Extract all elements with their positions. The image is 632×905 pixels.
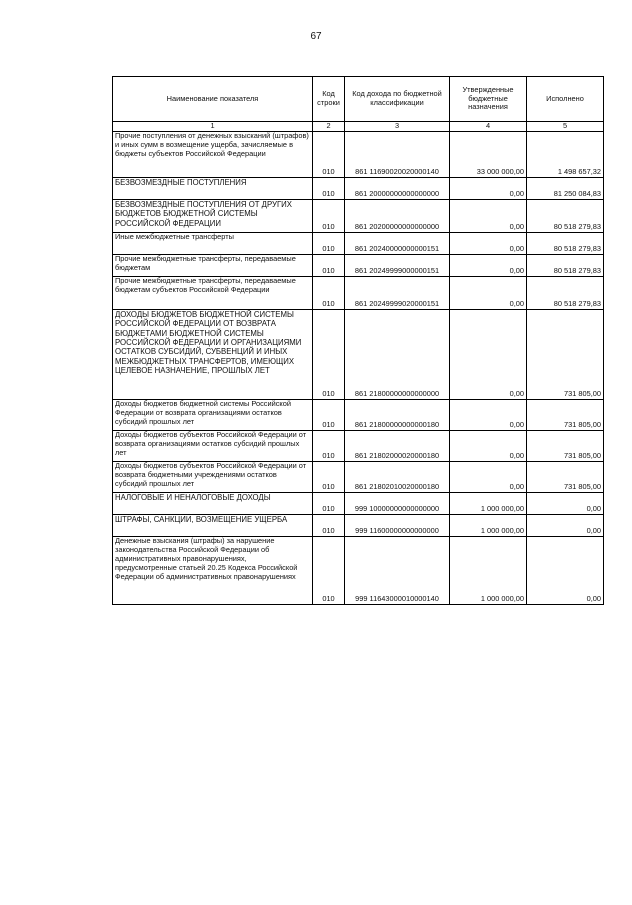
header-done: Исполнено [527,77,604,122]
row-approved: 1 000 000,00 [450,493,527,515]
row-kbk: 861 11690020020000140 [345,132,450,178]
table-row [113,233,604,255]
row-name: БЕЗВОЗМЕЗДНЫЕ ПОСТУПЛЕНИЯ [113,178,313,200]
row-approved: 0,00 [450,200,527,233]
header-row [113,77,604,122]
row-approved: 1 000 000,00 [450,515,527,537]
table-row [113,493,604,515]
row-done: 0,00 [527,515,604,537]
row-approved: 0,00 [450,431,527,462]
row-done: 80 518 279,83 [527,277,604,310]
row-name: ДОХОДЫ БЮДЖЕТОВ БЮДЖЕТНОЙ СИСТЕМЫ РОССИЙСКОЙ ФЕДЕРАЦИИ ОТ ВОЗВРАТА БЮДЖЕТАМИ БЮДЖЕТНОЙ СИСТЕМЫ РОССИЙСКОЙ ФЕДЕРАЦИИ И ОРГАНИЗАЦИЯМИ ОСТАТКОВ СУБСИДИЙ, СУБВЕНЦИЙ И ИНЫХ МЕЖБЮДЖЕТНЫХ ТРАНСФЕРТОВ, ИМЕЮЩИХ ЦЕЛЕВОЕ НАЗНАЧЕНИЕ, ПРОШЛЫХ ЛЕТ [113,310,313,400]
table-row [113,255,604,277]
row-kbk: 861 21800000000000000 [345,310,450,400]
row-code: 010 [313,277,345,310]
row-done: 731 805,00 [527,431,604,462]
row-approved: 0,00 [450,310,527,400]
row-kbk: 861 21800000000000180 [345,400,450,431]
row-kbk: 999 11600000000000000 [345,515,450,537]
row-code: 010 [313,310,345,400]
table-row [113,462,604,493]
row-done: 0,00 [527,537,604,605]
header-name: Наименование показателя [113,77,313,122]
row-done: 81 250 084,83 [527,178,604,200]
row-code: 010 [313,515,345,537]
row-kbk: 861 20200000000000000 [345,200,450,233]
table-row [113,431,604,462]
row-approved: 33 000 000,00 [450,132,527,178]
row-name: НАЛОГОВЫЕ И НЕНАЛОГОВЫЕ ДОХОДЫ [113,493,313,515]
row-approved: 0,00 [450,400,527,431]
row-code: 010 [313,200,345,233]
row-code: 010 [313,233,345,255]
row-approved: 0,00 [450,233,527,255]
row-approved: 0,00 [450,277,527,310]
header-code: Код строки [313,77,345,122]
row-approved: 0,00 [450,178,527,200]
row-done: 80 518 279,83 [527,200,604,233]
row-approved: 0,00 [450,462,527,493]
row-name: ШТРАФЫ, САНКЦИИ, ВОЗМЕЩЕНИЕ УЩЕРБА [113,515,313,537]
table-row [113,515,604,537]
row-name: Денежные взыскания (штрафы) за нарушение законодательства Российской Федерации об административных правонарушениях, предусмотренные статьей 20.25 Кодекса Российской Федерации об административных правонарушениях [113,537,313,605]
column-number: 3 [345,122,450,132]
row-kbk: 861 21802010020000180 [345,462,450,493]
table-row [113,537,604,605]
row-approved: 1 000 000,00 [450,537,527,605]
row-done: 1 498 657,32 [527,132,604,178]
row-kbk: 861 20249999020000151 [345,277,450,310]
header-approved: Утвержденные бюджетные назначения [450,77,527,122]
table-row [113,132,604,178]
table-row [113,310,604,400]
row-name: Доходы бюджетов бюджетной системы Российской Федерации от возврата организациями остатков субсидий прошлых лет [113,400,313,431]
row-name: Доходы бюджетов субъектов Российской Федерации от возврата организациями остатков субсидий прошлых лет [113,431,313,462]
table-row [113,277,604,310]
row-code: 010 [313,132,345,178]
column-number: 5 [527,122,604,132]
row-done: 731 805,00 [527,400,604,431]
row-code: 010 [313,462,345,493]
row-kbk: 861 20000000000000000 [345,178,450,200]
row-done: 0,00 [527,493,604,515]
row-name: БЕЗВОЗМЕЗДНЫЕ ПОСТУПЛЕНИЯ ОТ ДРУГИХ БЮДЖЕТОВ БЮДЖЕТНОЙ СИСТЕМЫ РОССИЙСКОЙ ФЕДЕРАЦИИ [113,200,313,233]
row-name: Прочие межбюджетные трансферты, передаваемые бюджетам субъектов Российской Федерации [113,277,313,310]
row-kbk: 861 21802000020000180 [345,431,450,462]
row-name: Прочие поступления от денежных взысканий (штрафов) и иных сумм в возмещение ущерба, зачисляемые в бюджеты субъектов Российской Федерации [113,132,313,178]
column-number: 1 [113,122,313,132]
budget-execution-table [112,76,604,605]
row-approved: 0,00 [450,255,527,277]
page-number: 67 [310,31,322,42]
row-kbk: 861 20240000000000151 [345,233,450,255]
table-row [113,200,604,233]
row-done: 80 518 279,83 [527,255,604,277]
row-code: 010 [313,400,345,431]
row-done: 80 518 279,83 [527,233,604,255]
row-code: 010 [313,537,345,605]
row-name: Доходы бюджетов субъектов Российской Федерации от возврата бюджетными учреждениями остатков субсидий прошлых лет [113,462,313,493]
row-code: 010 [313,493,345,515]
row-code: 010 [313,431,345,462]
table-row [113,400,604,431]
header-kbk: Код дохода по бюджетной классификации [345,77,450,122]
row-name: Прочие межбюджетные трансферты, передаваемые бюджетам [113,255,313,277]
row-done: 731 805,00 [527,462,604,493]
row-kbk: 999 10000000000000000 [345,493,450,515]
row-name: Иные межбюджетные трансферты [113,233,313,255]
table-row [113,178,604,200]
column-number: 4 [450,122,527,132]
row-kbk: 999 11643000010000140 [345,537,450,605]
row-kbk: 861 20249999000000151 [345,255,450,277]
row-done: 731 805,00 [527,310,604,400]
column-number-row [113,122,604,132]
column-number: 2 [313,122,345,132]
row-code: 010 [313,255,345,277]
row-code: 010 [313,178,345,200]
